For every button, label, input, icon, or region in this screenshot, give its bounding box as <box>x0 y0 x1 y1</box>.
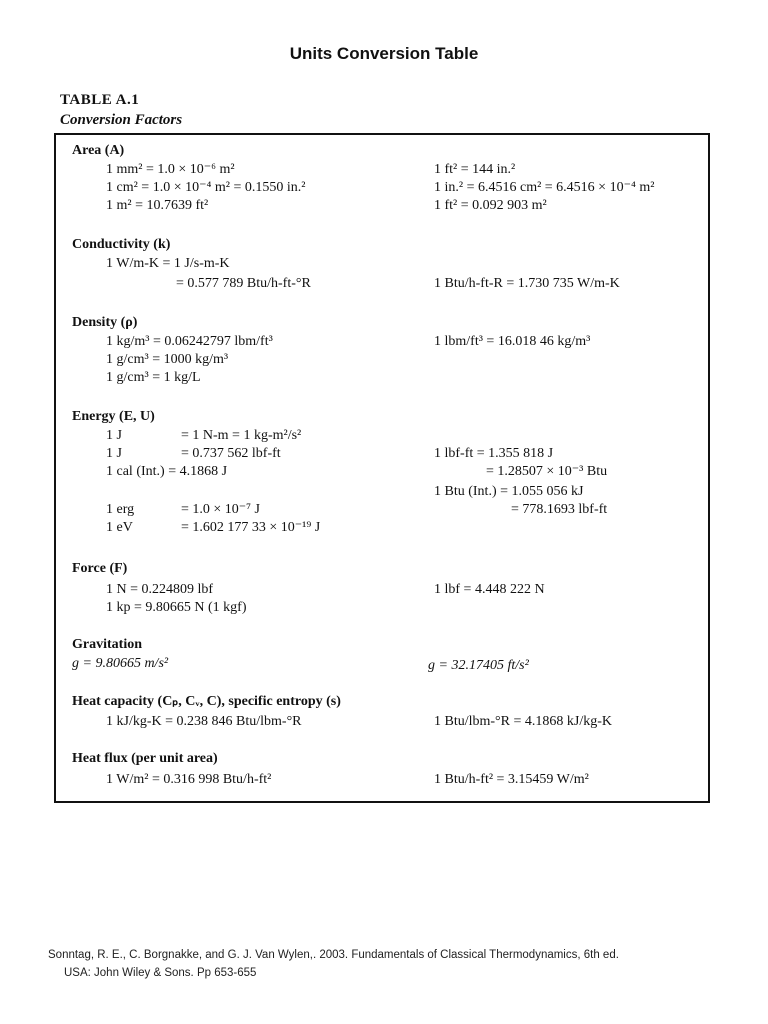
conversion-line: 1 cal (Int.) = 4.1868 J <box>106 464 228 479</box>
conversion-line: = 0.577 789 Btu/h-ft-°R <box>176 276 311 291</box>
conversion-line: 1 kg/m³ = 0.06242797 lbm/ft³ <box>106 334 273 349</box>
conversion-line: 1 Btu/h-ft-R = 1.730 735 W/m-K <box>434 276 620 291</box>
conversion-line: = 1.0 × 10⁻⁷ J <box>181 502 261 517</box>
conversion-line: 1 Btu/lbm-°R = 4.1868 kJ/kg-K <box>434 714 613 729</box>
conversion-line: 1 kp = 9.80665 N (1 kgf) <box>106 600 247 615</box>
section-heading: Area (A) <box>72 143 125 158</box>
conversion-line: 1 ft² = 144 in.² <box>434 162 516 177</box>
citation-line-1: Sonntag, R. E., C. Borgnakke, and G. J. Van Wylen,. 2003. Fundamentals of Classical Thermodynamics, 6th ed. <box>48 949 619 961</box>
conversion-line: = 1.602 177 33 × 10⁻¹⁹ J <box>181 520 321 535</box>
conversion-line: g = 9.80665 m/s² <box>72 656 169 671</box>
section-heading: Heat flux (per unit area) <box>72 751 218 766</box>
conversion-line: 1 W/m² = 0.316 998 Btu/h-ft² <box>106 772 272 787</box>
conversion-line: 1 lbf = 4.448 222 N <box>434 582 545 597</box>
section-heading: Gravitation <box>72 637 142 652</box>
citation-line-2: USA: John Wiley & Sons. Pp 653-655 <box>64 967 257 979</box>
conversion-line: 1 N = 0.224809 lbf <box>106 582 214 597</box>
section-heading: Density (ρ) <box>72 315 138 330</box>
conversion-line: 1 in.² = 6.4516 cm² = 6.4516 × 10⁻⁴ m² <box>434 180 655 195</box>
conversion-line: 1 W/m-K = 1 J/s-m-K <box>106 256 230 271</box>
conversion-line: 1 lbf-ft = 1.355 818 J <box>434 446 554 461</box>
conversion-line: 1 m² = 10.7639 ft² <box>106 198 209 213</box>
citation <box>48 946 619 982</box>
conversion-line: 1 g/cm³ = 1 kg/L <box>106 370 201 385</box>
section-heading: Conductivity (k) <box>72 237 171 252</box>
table-caption: Conversion Factors <box>60 112 183 128</box>
conversion-line: = 1.28507 × 10⁻³ Btu <box>486 464 608 479</box>
conversion-line: = 0.737 562 lbf-ft <box>181 446 281 461</box>
section-heading: Heat capacity (Cₚ, Cᵥ, C), specific entropy (s) <box>72 694 341 709</box>
conversion-line: 1 Btu/h-ft² = 3.15459 W/m² <box>434 772 589 787</box>
conversion-line: 1 mm² = 1.0 × 10⁻⁶ m² <box>106 162 235 177</box>
conversion-line: 1 Btu (Int.) = 1.055 056 kJ <box>434 484 584 499</box>
conversion-line: 1 ft² = 0.092 903 m² <box>434 198 547 213</box>
conversion-line: 1 J <box>106 428 122 443</box>
conversion-line: 1 cm² = 1.0 × 10⁻⁴ m² = 0.1550 in.² <box>106 180 306 195</box>
conversion-line: 1 g/cm³ = 1000 kg/m³ <box>106 352 229 367</box>
conversion-line: 1 kJ/kg-K = 0.238 846 Btu/lbm-°R <box>106 714 302 729</box>
page-title: Units Conversion Table <box>289 44 479 63</box>
section-heading: Force (F) <box>72 561 128 576</box>
conversion-line: = 1 N-m = 1 kg-m²/s² <box>181 428 302 443</box>
section-heading: Energy (E, U) <box>72 409 155 424</box>
conversion-line: 1 lbm/ft³ = 16.018 46 kg/m³ <box>434 334 591 349</box>
conversion-line: 1 eV <box>106 520 133 535</box>
conversion-line: 1 erg <box>106 502 135 517</box>
conversion-line: = 778.1693 lbf-ft <box>511 502 608 517</box>
conversion-table <box>54 133 710 803</box>
table-id: TABLE A.1 <box>60 92 140 108</box>
conversion-line: g = 32.17405 ft/s² <box>428 658 529 673</box>
conversion-line: 1 J <box>106 446 122 461</box>
